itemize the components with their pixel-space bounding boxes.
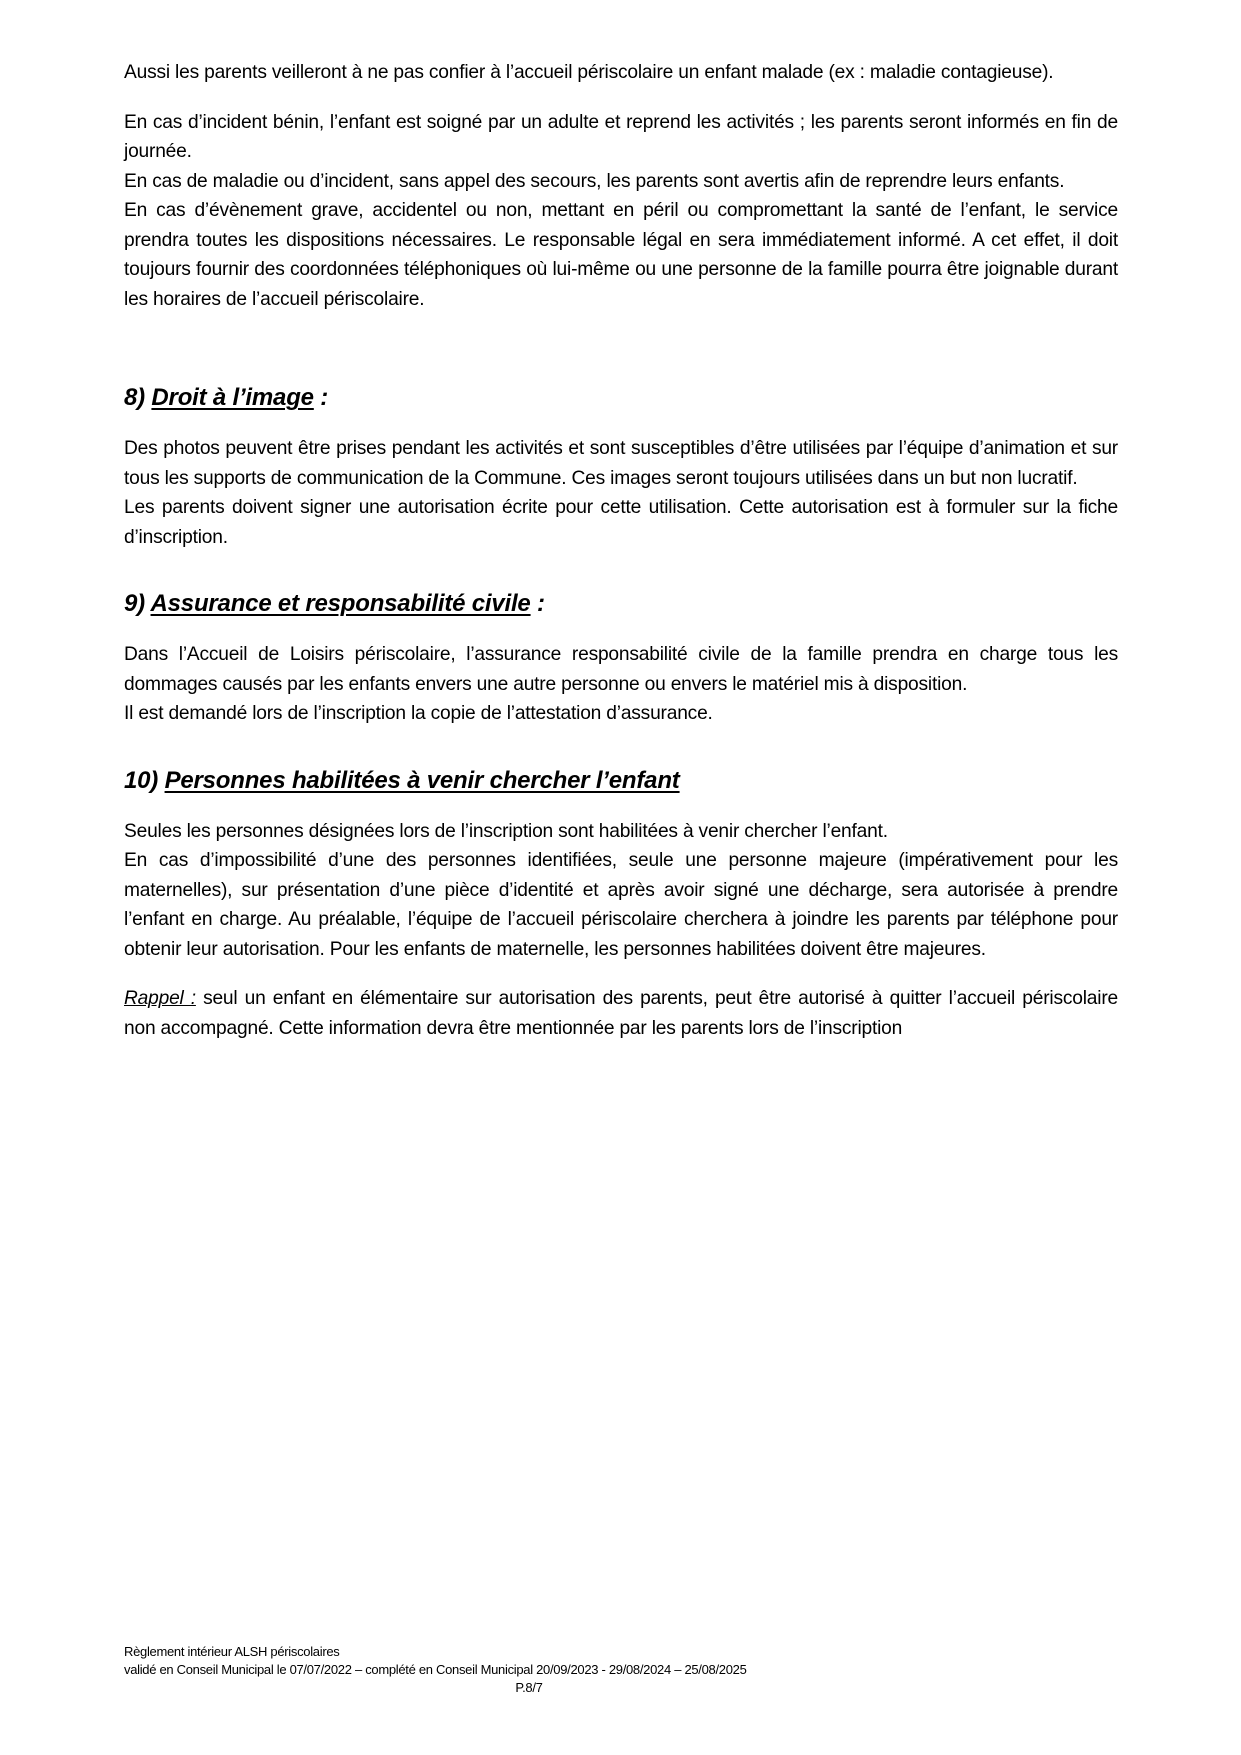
section-suffix: : (313, 384, 329, 411)
section-title: Droit à l’image (151, 384, 314, 411)
section-heading-droit-image (124, 382, 1118, 414)
section-heading-personnes-habilitees (124, 765, 1118, 797)
section-title: Personnes habilitées à venir chercher l’enfant (164, 766, 680, 794)
footer-validation: validé en Conseil Municipal le 07/07/2022 – complété en Conseil Municipal 20/09/2023 - 29/08/2024 – 25/08/2025 (124, 1662, 747, 1677)
section-paragraph: Les parents doivent signer une autorisation écrite pour cette utilisation. Cette autorisation est à formuler sur la fiche d’inscription. (124, 497, 1118, 548)
section-number: 9) (124, 590, 145, 617)
rappel-text: seul un enfant en élémentaire sur autorisation des parents, peut être autorisé à quitter l’accueil périscolaire non accompagné. Cette information devra être mentionnée par les parents lors de l’inscription (124, 988, 1118, 1039)
section-heading-assurance (124, 588, 1118, 620)
intro-paragraph-1: Aussi les parents veilleront à ne pas confier à l’accueil périscolaire un enfant malade (ex : maladie contagieuse). (124, 62, 1054, 83)
rappel-paragraph (124, 984, 1118, 1043)
section-number: 10) (124, 766, 159, 794)
section-suffix: : (530, 590, 545, 617)
document-page (124, 58, 1118, 1043)
section-number: 8) (124, 384, 145, 411)
section-paragraph: Dans l’Accueil de Loisirs périscolaire, l’assurance responsabilité civile de la famille prendra en charge tous les dommages causés par les enfants envers une autre personne ou envers le matériel mis à disposition. (124, 644, 1118, 695)
rappel-label: Rappel : (124, 988, 196, 1009)
section-paragraph: Seules les personnes désignées lors de l’inscription sont habilitées à venir chercher l’enfant. (124, 820, 888, 842)
intro-paragraph-4: En cas d’évènement grave, accidentel ou non, mettant en péril ou compromettant la santé de l’enfant, le service prendra toutes les dispositions nécessaires. Le responsable légal en sera immédiatement informé. A cet effet, il doit toujours fournir des coordonnées téléphoniques où lui-même ou une personne de la famille pourra être joignable durant les horaires de l’accueil périscolaire. (124, 200, 1118, 310)
page-number: P.8/7 (515, 1680, 543, 1695)
section-title: Assurance et responsabilité civile (150, 590, 531, 617)
section-paragraph: Il est demandé lors de l’inscription la copie de l’attestation d’assurance. (124, 703, 713, 724)
intro-paragraph-3: En cas de maladie ou d’incident, sans appel des secours, les parents sont avertis afin de reprendre leurs enfants. (124, 170, 1065, 192)
page-footer (124, 1643, 934, 1697)
intro-paragraph-2: En cas d’incident bénin, l’enfant est soigné par un adulte et reprend les activités ; les parents seront informés en fin de journée. (124, 111, 1118, 162)
section-paragraph: Des photos peuvent être prises pendant les activités et sont susceptibles d’être utilisées par l’équipe d’animation et sur tous les supports de communication de la Commune. Ces images seront toujours utilisées dans un but non lucratif. (124, 438, 1118, 489)
section-paragraph: En cas d’impossibilité d’une des personnes identifiées, seule une personne majeure (impérativement pour les maternelles), sur présentation d’une pièce d’identité et après avoir signé une décharge, sera autorisée à prendre l’enfant en charge. Au préalable, l’équipe de l’accueil périscolaire cherchera à joindre les parents par téléphone pour obtenir leur autorisation. Pour les enfants de maternelle, les personnes habilitées doivent être majeures. (124, 850, 1118, 960)
footer-title: Règlement intérieur ALSH périscolaires (124, 1644, 340, 1659)
